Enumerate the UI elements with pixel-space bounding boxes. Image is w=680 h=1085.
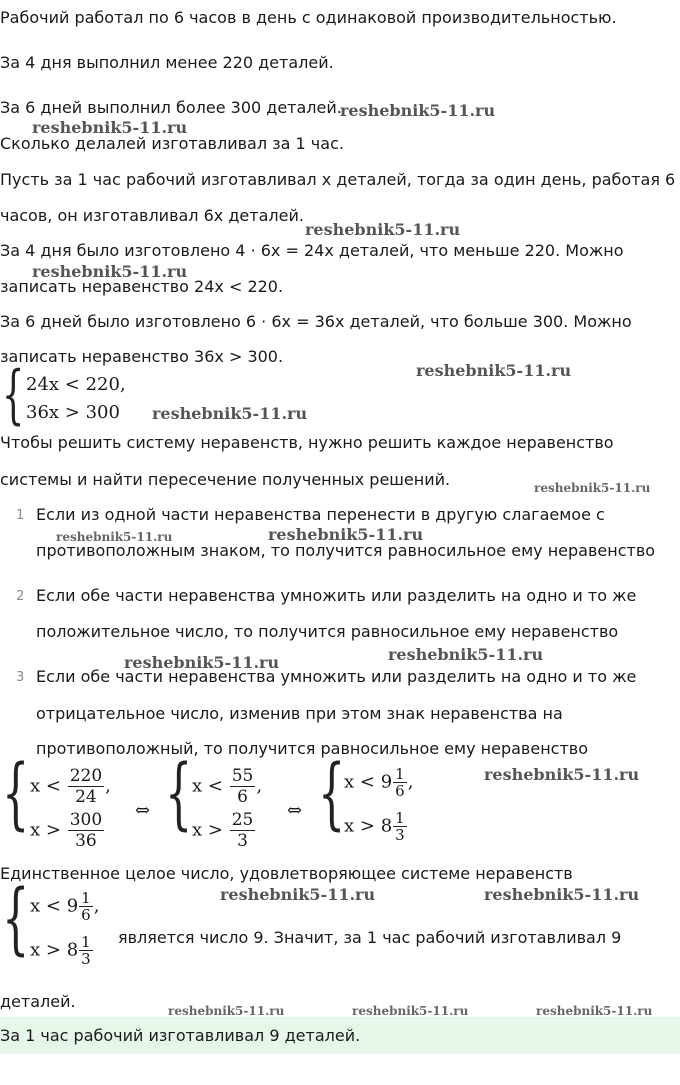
rule-text: Если обе части неравенства умножить или разделить на одно и то же — [36, 667, 637, 686]
text-line: является число 9. Значит, за 1 час рабочий изготавливал 9 — [118, 928, 622, 947]
text-line: За 4 дня выполнил менее 220 деталей. — [0, 53, 334, 72]
text-line: системы и найти пересечение полученных решений. — [0, 470, 451, 489]
equivalence-sign: ⇔ — [287, 800, 303, 821]
watermark: reshebnik5-11.ru — [305, 220, 461, 239]
answer-box — [0, 1017, 680, 1054]
system-brace: { — [2, 749, 30, 839]
watermark: reshebnik5-11.ru — [340, 101, 496, 120]
watermark: reshebnik5-11.ru — [536, 1004, 653, 1018]
watermark: reshebnik5-11.ru — [220, 885, 376, 904]
watermark: reshebnik5-11.ru — [484, 885, 640, 904]
text-line: записать неравенство 36x > 300. — [0, 347, 284, 366]
watermark: reshebnik5-11.ru — [32, 118, 188, 137]
answer-text: За 1 час рабочий изготавливал 9 деталей. — [0, 1026, 361, 1045]
watermark: reshebnik5-11.ru — [56, 530, 173, 544]
text-line: Сколько делалей изготавливал за 1 час. — [0, 134, 344, 153]
list-number: 3 — [16, 670, 25, 685]
rule-text: отрицательное число, изменив при этом знак неравенства на — [36, 704, 563, 723]
system-brace: { — [318, 749, 346, 839]
watermark: reshebnik5-11.ru — [484, 765, 640, 784]
list-number: 2 — [16, 589, 25, 604]
list-number: 1 — [16, 508, 25, 523]
rule-text: противоположным знаком, то получится равносильное ему неравенство — [36, 541, 656, 560]
watermark: reshebnik5-11.ru — [352, 1004, 469, 1018]
system-brace: { — [165, 749, 193, 839]
watermark: reshebnik5-11.ru — [416, 361, 572, 380]
inequality-row: x > $\frac{300}{36}$ — [30, 810, 103, 851]
inequality-row: x > 8 $\frac{1}{3}$ — [344, 809, 405, 844]
text-line: часов, он изготавливал 6x деталей. — [0, 206, 304, 225]
inequality-row: x < $\frac{55}{6}$ , — [192, 766, 263, 807]
text-line: записать неравенство 24x < 220. — [0, 277, 284, 296]
inequality-row: x < 9 $\frac{1}{6}$ , — [344, 765, 414, 800]
inequality-row: x > 8 $\frac{1}{3}$ — [30, 933, 91, 968]
equivalence-sign: ⇔ — [135, 800, 151, 821]
text-line: Единственное целое число, удовлетворяющее системе неравенств — [0, 864, 573, 883]
text-line: Чтобы решить систему неравенств, нужно решить каждое неравенство — [0, 433, 614, 452]
text-line: деталей. — [0, 992, 76, 1011]
system-brace: { — [2, 874, 30, 964]
watermark: reshebnik5-11.ru — [152, 404, 308, 423]
watermark: reshebnik5-11.ru — [388, 645, 544, 664]
watermark: reshebnik5-11.ru — [124, 653, 280, 672]
watermark: reshebnik5-11.ru — [534, 481, 651, 495]
watermark: reshebnik5-11.ru — [168, 1004, 285, 1018]
rule-text: Если из одной части неравенства перенести в другую слагаемое с — [36, 505, 605, 524]
inequality-row: x < $\frac{220}{24}$ , — [30, 766, 111, 807]
inequality-row: 24x < 220, — [26, 374, 126, 395]
inequality-row: x > $\frac{25}{3}$ — [192, 810, 254, 851]
system-brace: { — [2, 358, 25, 432]
text-line: Рабочий работал по 6 часов в день с одинаковой производительностью. — [0, 8, 617, 27]
rule-text: противоположный, то получится равносильное ему неравенство — [36, 739, 588, 758]
rule-text: положительное число, то получится равносильное ему неравенство — [36, 622, 619, 641]
text-line: За 6 дней было изготовлено 6 · 6x = 36x деталей, что больше 300. Можно — [0, 312, 632, 331]
text-line: За 6 дней выполнил более 300 деталей. — [0, 98, 342, 117]
inequality-row: 36x > 300 — [26, 402, 120, 423]
inequality-row: x < 9 $\frac{1}{6}$ , — [30, 889, 100, 924]
watermark: reshebnik5-11.ru — [268, 525, 424, 544]
text-line: За 4 дня было изготовлено 4 · 6x = 24x деталей, что меньше 220. Можно — [0, 241, 624, 260]
watermark: reshebnik5-11.ru — [32, 262, 188, 281]
rule-text: Если обе части неравенства умножить или разделить на одно и то же — [36, 586, 637, 605]
text-line: Пусть за 1 час рабочий изготавливал x деталей, тогда за один день, работая 6 — [0, 170, 676, 189]
